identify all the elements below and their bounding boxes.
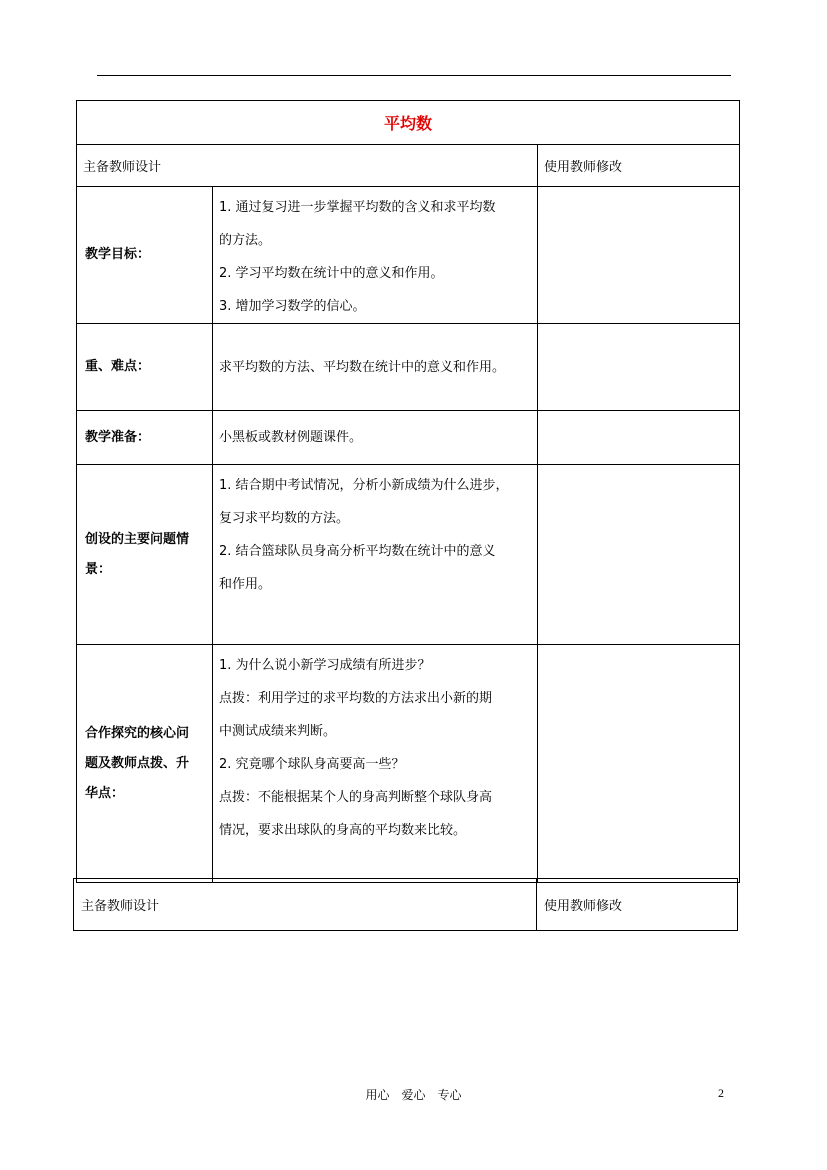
content-line: 1. 结合期中考试情况，分析小新成绩为什么进步， <box>219 478 509 493</box>
key-points-content <box>213 324 538 411</box>
objectives-modify-cell <box>538 187 740 324</box>
objectives-label: 教学目标： <box>77 187 213 324</box>
row-inquiry <box>77 645 740 883</box>
content-line: 中测试成绩来判断。 <box>219 724 337 739</box>
page-title: 平均数 <box>77 101 740 145</box>
inquiry-modify-cell <box>538 645 740 883</box>
lesson-plan-table <box>76 100 740 883</box>
objectives-content <box>213 187 538 324</box>
footer-header-designer: 主备教师设计 <box>74 879 537 931</box>
scenario-label <box>77 465 213 645</box>
key-points-label: 重、难点： <box>77 324 213 411</box>
inquiry-content <box>213 645 538 883</box>
footer-header-modifier: 使用教师修改 <box>537 879 738 931</box>
header-designer: 主备教师设计 <box>77 145 538 187</box>
preparation-content <box>213 411 538 465</box>
preparation-label: 教学准备： <box>77 411 213 465</box>
label-line: 华点： <box>85 785 125 801</box>
key-points-modify-cell <box>538 324 740 411</box>
preparation-modify-cell <box>538 411 740 465</box>
content-line: 和作用。 <box>219 577 272 592</box>
content-line: 2. 结合篮球队员身高分析平均数在统计中的意义 <box>219 544 496 559</box>
scenario-modify-cell <box>538 465 740 645</box>
content-line: 小黑板或教材例题课件。 <box>219 430 363 445</box>
row-scenario <box>77 465 740 645</box>
content-line: 点拨：利用学过的求平均数的方法求出小新的期 <box>219 691 493 706</box>
repeated-header-table <box>73 878 738 931</box>
label-line: 题及教师点拨、升 <box>85 755 190 771</box>
content-line: 1. 通过复习进一步掌握平均数的含义和求平均数 <box>219 200 496 215</box>
content-line: 复习求平均数的方法。 <box>219 511 350 526</box>
footer-motto: 用心 爱心 专心 <box>365 1088 462 1102</box>
content-line: 3. 增加学习数学的信心。 <box>219 299 366 314</box>
header-rule <box>97 75 731 76</box>
label-line: 景： <box>85 561 112 577</box>
row-key-points <box>77 324 740 411</box>
content-line: 1. 为什么说小新学习成绩有所进步？ <box>219 658 431 673</box>
content-line: 情况，要求出球队的身高的平均数来比较。 <box>219 823 467 838</box>
page-number: 2 <box>718 1086 724 1100</box>
content-line: 求平均数的方法、平均数在统计中的意义和作用。 <box>219 359 506 375</box>
content-line: 点拨：不能根据某个人的身高判断整个球队身高 <box>219 790 493 805</box>
inquiry-label <box>77 645 213 883</box>
content-line: 2. 究竟哪个球队身高要高一些？ <box>219 757 405 772</box>
content-line: 的方法。 <box>219 233 272 248</box>
label-line: 创设的主要问题情 <box>85 531 190 547</box>
header-modifier: 使用教师修改 <box>538 145 740 187</box>
row-objectives <box>77 187 740 324</box>
content-line: 2. 学习平均数在统计中的意义和作用。 <box>219 266 444 281</box>
row-preparation <box>77 411 740 465</box>
label-line: 合作探究的核心问 <box>85 725 190 741</box>
scenario-content <box>213 465 538 645</box>
